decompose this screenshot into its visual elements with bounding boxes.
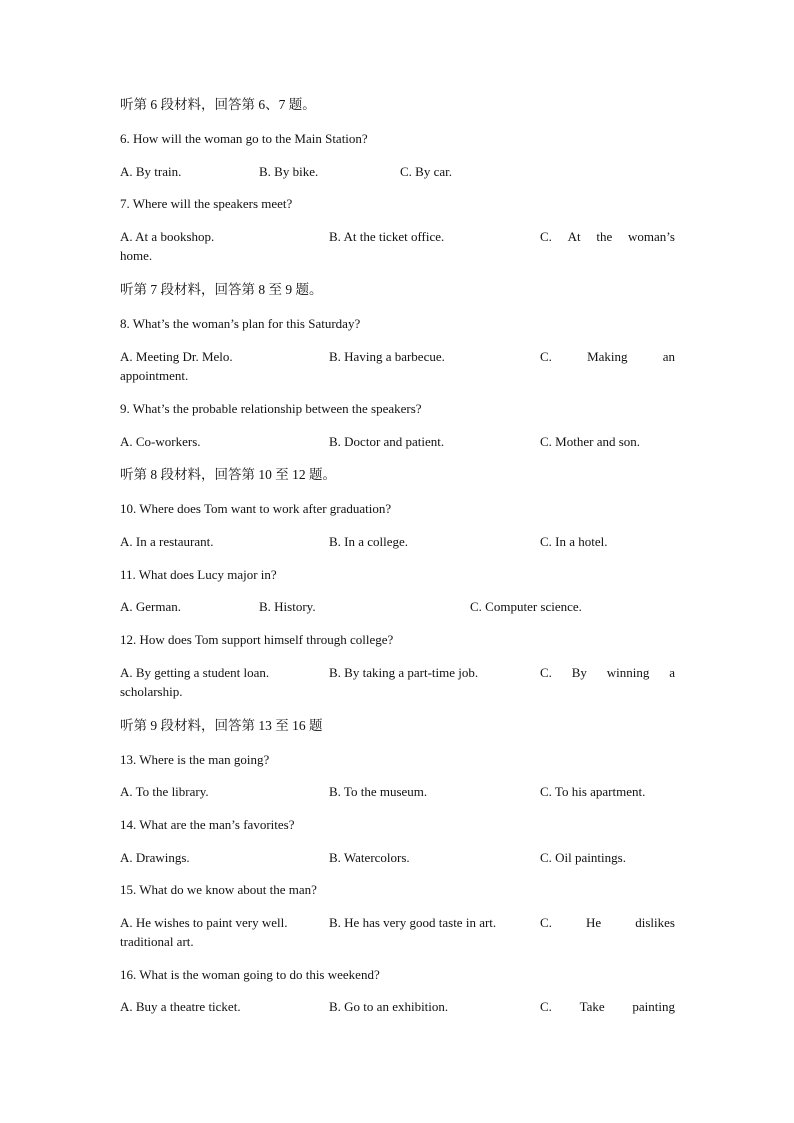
option-word: C.: [540, 665, 552, 680]
question-8-option-c: [540, 349, 675, 365]
question-14-option-c: C. Oil paintings.: [540, 850, 626, 865]
option-word: the: [596, 229, 613, 244]
option-word: C.: [540, 349, 552, 364]
question-8-option-a: A. Meeting Dr. Melo.: [120, 349, 233, 364]
option-word: woman’s: [628, 229, 675, 244]
question-10-stem: 10. Where does Tom want to work after graduation?: [120, 501, 392, 516]
question-13-stem: 13. Where is the man going?: [120, 752, 270, 767]
question-12-stem: 12. How does Tom support himself through college?: [120, 632, 394, 647]
question-15-option-a: A. He wishes to paint very well.: [120, 915, 288, 930]
question-15-option-b: B. He has very good taste in art.: [329, 915, 497, 930]
option-word: an: [662, 349, 675, 364]
question-8-stem: 8. What’s the woman’s plan for this Saturday?: [120, 316, 361, 331]
question-15-option-c: [540, 915, 675, 931]
section-heading-9: 听第 9 段材料，回答第 13 至 16 题: [120, 718, 323, 733]
option-word: painting: [632, 999, 675, 1014]
question-16-option-b: B. Go to an exhibition.: [329, 999, 449, 1014]
option-word: C.: [540, 229, 552, 244]
option-word: a: [669, 665, 675, 680]
question-13-option-b: B. To the museum.: [329, 784, 428, 799]
question-13-option-c: C. To his apartment.: [540, 784, 646, 799]
question-9-option-a: A. Co-workers.: [120, 434, 201, 449]
question-7-option-a: A. At a bookshop.: [120, 229, 215, 244]
question-6-option-c: C. By car.: [400, 164, 452, 179]
question-7-option-c-continuation: home.: [120, 248, 153, 263]
section-heading-7: 听第 7 段材料，回答第 8 至 9 题。: [120, 282, 323, 297]
question-6-stem: 6. How will the woman go to the Main Station?: [120, 131, 368, 146]
section-heading-8: 听第 8 段材料，回答第 10 至 12 题。: [120, 467, 336, 482]
question-11-stem: 11. What does Lucy major in?: [120, 567, 277, 582]
question-15-option-c-continuation: traditional art.: [120, 934, 194, 949]
question-12-option-b: B. By taking a part-time job.: [329, 665, 479, 680]
question-12-option-c: [540, 665, 675, 681]
option-word: Making: [587, 349, 628, 364]
question-11-option-b: B. History.: [259, 599, 316, 614]
question-9-option-b: B. Doctor and patient.: [329, 434, 445, 449]
question-14-option-a: A. Drawings.: [120, 850, 190, 865]
question-12-option-a: A. By getting a student loan.: [120, 665, 270, 680]
question-7-stem: 7. Where will the speakers meet?: [120, 196, 293, 211]
question-6-option-a: A. By train.: [120, 164, 182, 179]
option-word: He: [586, 915, 602, 930]
question-16-option-c: [540, 999, 675, 1015]
question-10-option-c: C. In a hotel.: [540, 534, 608, 549]
question-16-stem: 16. What is the woman going to do this weekend?: [120, 967, 380, 982]
option-word: winning: [606, 665, 650, 680]
question-7-option-b: B. At the ticket office.: [329, 229, 445, 244]
question-8-option-c-continuation: appointment.: [120, 368, 189, 383]
question-8-option-b: B. Having a barbecue.: [329, 349, 445, 364]
option-word: At: [567, 229, 581, 244]
option-word: C.: [540, 915, 552, 930]
section-heading-6: 听第 6 段材料，回答第 6、7 题。: [120, 97, 316, 112]
question-10-option-a: A. In a restaurant.: [120, 534, 214, 549]
question-15-stem: 15. What do we know about the man?: [120, 882, 317, 897]
question-11-option-c: C. Computer science.: [470, 599, 582, 614]
question-9-option-c: C. Mother and son.: [540, 434, 641, 449]
question-9-stem: 9. What’s the probable relationship between the speakers?: [120, 401, 422, 416]
question-13-option-a: A. To the library.: [120, 784, 209, 799]
question-6-option-b: B. By bike.: [259, 164, 319, 179]
question-14-stem: 14. What are the man’s favorites?: [120, 817, 295, 832]
question-12-option-c-continuation: scholarship.: [120, 684, 183, 699]
option-word: By: [571, 665, 587, 680]
option-word: C.: [540, 999, 552, 1014]
question-16-option-a: A. Buy a theatre ticket.: [120, 999, 241, 1014]
question-14-option-b: B. Watercolors.: [329, 850, 410, 865]
question-11-option-a: A. German.: [120, 599, 182, 614]
option-word: Take: [579, 999, 605, 1014]
question-10-option-b: B. In a college.: [329, 534, 409, 549]
question-7-option-c: [540, 229, 675, 245]
option-word: dislikes: [635, 915, 675, 930]
